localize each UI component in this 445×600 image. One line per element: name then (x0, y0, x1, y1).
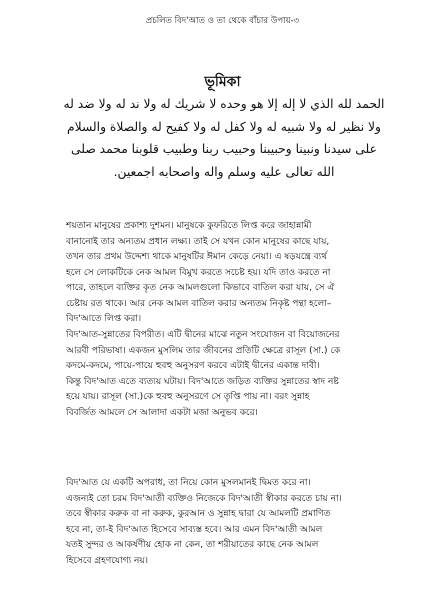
text-line: যতই সুন্দর ও আকর্ষণীয় হোক না কেন, তা শরীয়াতের কাছে নেক আমল (66, 540, 319, 550)
text-line: এজন্যই তো চরম বিদ'আতী ব্যক্তিও নিজেকে বিদ'আতী স্বীকার করতে চায় না। (66, 493, 342, 504)
text-line: কদমে-কদমে, পায়ে-পায়ে হুবহু অনুসরণ করবে এটাই দ্বীনের একান্ত দাবী। (66, 361, 320, 371)
text-line: বিদ'আত-সুন্নাতের বিপরীত। এটি দ্বীনের মাঝে নতুন সংযোজন বা বিয়োজনের (66, 330, 340, 340)
paragraph-1 (66, 219, 420, 328)
section-title: ভূমিকা (204, 74, 241, 90)
arabic-line: الحمد لله الذي لا إله إلا هو وحده لا شريك له ولا ند له ولا ضد له (63, 97, 385, 111)
text-line: বিদ'আতে লিপ্ত করা। (66, 314, 142, 324)
text-line: বিবর্জিত আমলে সে আলাদা একটা মজা অনুভব করে। (66, 407, 258, 418)
text-line: কিন্তু বিদ'আত এতে ব্যত্যয় ঘটায়। বিদ'আতে জড়িত ব্যক্তির সুন্নাতের স্বাদ নষ্ট (66, 376, 339, 387)
arabic-invocation (40, 93, 408, 183)
paragraph-3 (66, 476, 420, 569)
text-line: তবে স্বীকার করুক বা না করুক, কুরআন ও সুন্নাহ দ্বারা যে আমলটি প্রমাণিত (66, 509, 331, 519)
text-line: আরবী পরিভাষা। একজন মুসলিম তার জীবনের প্রতিটি ক্ষেত্রে রাসূল (সা.) কে (66, 345, 341, 356)
text-line: বানানোই তার অন্যতম প্রধান লক্ষ্য। তাই সে যখন কোন মানুষের কাছে যায়, (66, 236, 330, 247)
arabic-line: الله تعالى عليه وسلم واله واصحابه اجمعين. (113, 164, 335, 179)
text-line: তখন তার প্রথম উদ্দেশ্য থাকে মানুষটির ঈমান কেড়ে নেয়া। এ ষড়যন্ত্রে ব্যর্থ (66, 252, 328, 262)
text-line: চেষ্টায় রত থাকে। আর নেক আমল বাতিল করার অন্যতম নিকৃষ্ট পন্থা হলো– (66, 298, 332, 309)
text-line: হয়ে যায়। রাসূল (সা.)কে হুবহু অনুসরণে সে তৃপ্তি পায় না। বরং সুন্নাহ (66, 392, 310, 402)
paragraph-2 (66, 328, 420, 421)
text-line: হিসেবে গ্রহণযোগ্য নয়। (66, 555, 148, 566)
running-header: প্রচলিত বিদ'আত ও তা থেকে বাঁচার উপায়-৩ (145, 16, 300, 26)
text-line: হলে সে লোকটিকে নেক আমল বিমুখ করতে সচেষ্ট হয়। যদি তাও করতে না (66, 267, 331, 278)
arabic-line: على سيدنا ونبينا وحبيبنا وحبيب ربنا وطبيب قلوبنا محمد صلى (71, 142, 377, 156)
text-line: পারে, তাহলে ব্যক্তির কৃত নেক আমলগুলো কিভাবে বাতিল করা যায়, সে ঐ (66, 283, 335, 293)
text-line: বিদ'আত যে একটি অপরাধ, তা নিয়ে কোন মুসলমানই দ্বিমত করে না। (66, 478, 311, 488)
text-line: হবে না, তা-ই বিদ'আত হিসেবে সাব্যস্ত হবে। আর এমন বিদ'আতী আমল (66, 524, 323, 535)
text-line: শয়তান মানুষের প্রকাশ্য দুশমন। মানুষকে কুফরিতে লিপ্ত করে জাহান্নামী (66, 221, 312, 231)
arabic-line: ولا نظير له ولا شبيه له ولا كفل له ولا كفيح له والصلاة والسلام (67, 119, 381, 134)
